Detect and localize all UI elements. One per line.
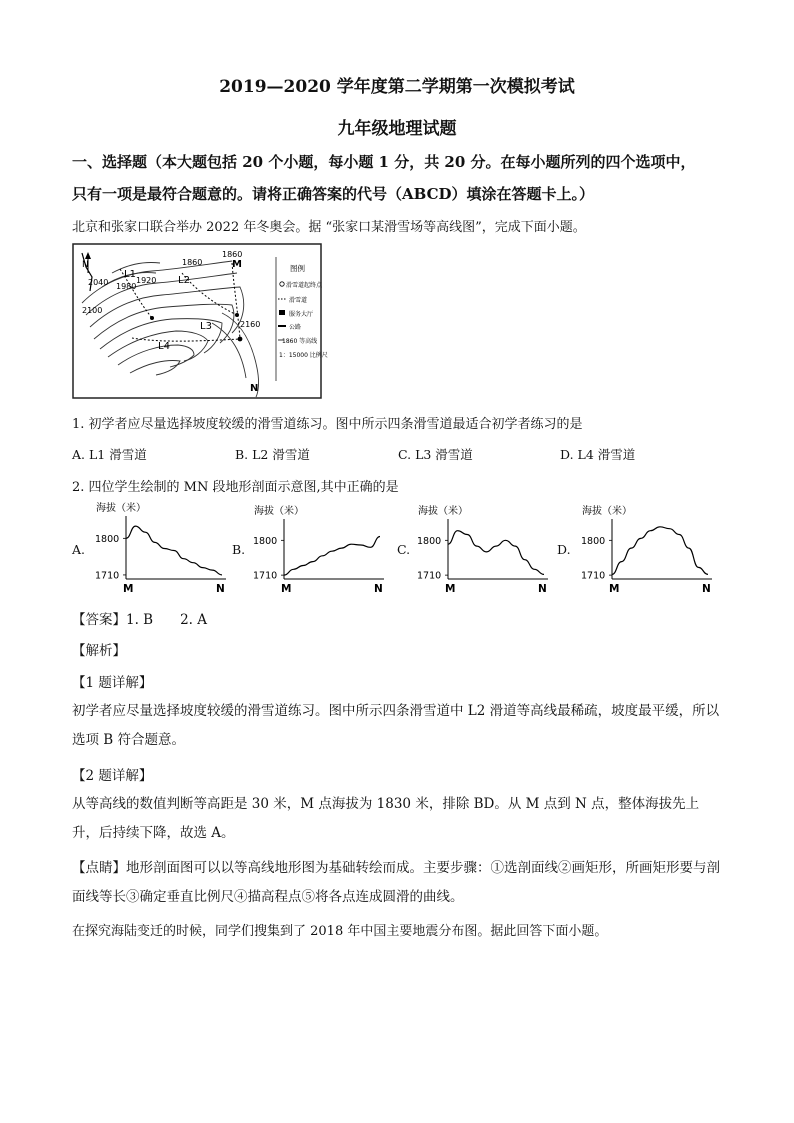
answer-block [72, 608, 207, 628]
profile-line [448, 531, 544, 575]
contour-label: 1860 [182, 258, 203, 267]
trail-label-L1: L1 [124, 269, 136, 280]
point-label-M: M [232, 259, 242, 270]
contour-label: 2040 [88, 278, 109, 287]
legend-title: 图例 [290, 264, 305, 273]
legend-item: 公路 [289, 324, 302, 331]
intro-text: 北京和张家口联合举办 2022 年冬奥会。据 “张家口某滑雪场等高线图”，完成下面小题。 [72, 220, 586, 235]
contour-label: 1860 [222, 250, 243, 259]
y-tick-label: 1710 [253, 570, 278, 582]
detail-1-label: 【1 题详解】 [72, 675, 153, 691]
legend-item: 1860 等高线 [282, 338, 318, 345]
point-label-N: N [250, 383, 259, 394]
legend-item: 服务大厅 [289, 311, 314, 318]
contour-label: 1980 [116, 282, 137, 291]
contour-label: 1920 [136, 276, 157, 285]
profile-chart-b [246, 503, 386, 595]
detail-2-text: 从等高线的数值判断等高距是 30 米，M 点海拔为 1830 米，排除 BD。从 M 点到 N 点，整体海拔先上升，后持续下降，故选 A。 [72, 796, 700, 841]
y-axis-label: 海拔（米） [96, 503, 146, 514]
trail-endpoint-dot [238, 337, 243, 342]
y-tick-label: 1710 [417, 570, 442, 582]
contour-map [72, 243, 328, 399]
question-2-option-c: C. [397, 542, 411, 557]
trail-label-L4: L4 [158, 341, 170, 352]
tip-label: 【点睛】 [72, 860, 126, 876]
answer-text: 1. B 2. A [126, 612, 208, 628]
x-label-n: N [374, 583, 383, 595]
map-frame [73, 244, 321, 398]
page-subtitle: 九年级地理试题 [337, 119, 457, 139]
y-tick-label: 1800 [253, 535, 278, 547]
north-label: N [82, 260, 89, 270]
profile-line [284, 537, 380, 576]
contour-label: 2160 [240, 320, 261, 329]
y-tick-label: 1710 [95, 570, 120, 582]
trail-label-L2: L2 [178, 275, 190, 286]
detail-2-label: 【2 题详解】 [72, 768, 153, 784]
profile-line [126, 526, 222, 575]
y-tick-label: 1710 [581, 570, 606, 582]
profile-chart-c [410, 503, 550, 595]
contour-label: 2100 [82, 306, 103, 315]
x-label-n: N [216, 583, 225, 595]
legend-item: 1：15000 比例尺 [279, 352, 328, 359]
x-label-m: M [123, 583, 134, 595]
y-axis-label: 海拔（米） [254, 506, 304, 517]
question-1-option-a: A. L1 滑雪道 [72, 447, 147, 462]
y-tick-label: 1800 [95, 533, 120, 545]
trail-endpoint-dot [235, 313, 239, 317]
answer-label: 【答案】 [72, 612, 126, 628]
legend-item: 滑雪道起终点 [286, 282, 323, 289]
question-2-option-a: A. [72, 542, 86, 557]
y-axis-label: 海拔（米） [582, 506, 632, 517]
trail-label-L3: L3 [200, 321, 212, 332]
analysis-label: 【解析】 [72, 643, 126, 659]
y-axis-label: 海拔（米） [418, 506, 468, 517]
x-label-n: N [538, 583, 547, 595]
profile-chart-d [574, 503, 714, 595]
x-label-m: M [445, 583, 456, 595]
tip-block [72, 854, 722, 912]
question-1-option-b: B. L2 滑雪道 [235, 447, 310, 462]
x-label-m: M [609, 583, 620, 595]
legend-icon-hall [279, 310, 285, 315]
y-tick-label: 1800 [581, 535, 606, 547]
tip-text: 地形剖面图可以以等高线地形图为基础转绘而成。主要步骤：①选剖面线②画矩形，所画矩形要与剖面线等长③确定垂直比例尺④描高程点⑤将各点连成圆滑的曲线。 [72, 860, 720, 905]
trail-endpoint-dot [150, 316, 154, 320]
profile-line [612, 527, 708, 575]
y-tick-label: 1800 [417, 535, 442, 547]
question-1-stem: 1. 初学者应尽量选择坡度较缓的滑雪道练习。图中所示四条滑雪道最适合初学者练习的是 [72, 417, 583, 432]
section-heading-line2: 只有一项是最符合题意的。请将正确答案的代号（ABCD）填涂在答题卡上。） [72, 185, 595, 203]
question-2-option-b: B. [232, 542, 246, 557]
question-2-stem: 2. 四位学生绘制的 MN 段地形剖面示意图,其中正确的是 [72, 480, 399, 495]
section-heading-line1: 一、选择题（本大题包括 20 个小题，每小题 1 分，共 20 分。在每小题所列的四个选项中， [72, 153, 696, 171]
question-1-option-c: C. L3 滑雪道 [398, 447, 473, 462]
intro-text-2: 在探究海陆变迁的时候，同学们搜集到了 2018 年中国主要地震分布图。据此回答下面小题。 [72, 924, 608, 939]
question-2-option-d: D. [557, 542, 571, 557]
x-label-n: N [702, 583, 711, 595]
question-1-option-d: D. L4 滑雪道 [560, 447, 636, 462]
profile-chart-a [88, 500, 228, 595]
x-label-m: M [281, 583, 292, 595]
page-title: 2019—2020 学年度第二学期第一次模拟考试 [219, 77, 575, 97]
detail-1-text: 初学者应尽量选择坡度较缓的滑雪道练习。图中所示四条滑雪道中 L2 滑道等高线最稀疏，坡度最平缓，所以选项 B 符合题意。 [72, 703, 720, 748]
legend-item: 滑雪道 [289, 297, 308, 304]
